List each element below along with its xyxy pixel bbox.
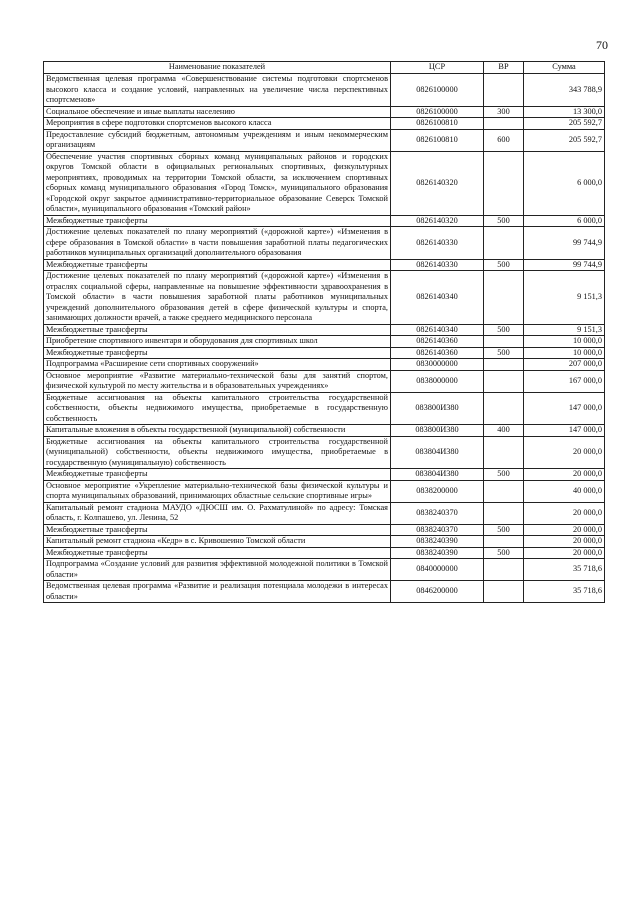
cell-csr: 083804И380 [391, 436, 484, 469]
cell-csr: 0826140360 [391, 347, 484, 359]
cell-csr: 0826140320 [391, 215, 484, 227]
cell-csr: 0826140360 [391, 336, 484, 348]
cell-sum: 167 000,0 [524, 370, 605, 392]
cell-name: Капитальные вложения в объекты государственной (муниципальной) собственности [44, 425, 391, 437]
cell-name: Мероприятия в сфере подготовки спортсменов высокого класса [44, 118, 391, 130]
page-number: 70 [596, 38, 608, 52]
table-row [44, 151, 605, 215]
cell-vr [484, 370, 524, 392]
table-row [44, 536, 605, 548]
table-row [44, 436, 605, 469]
budget-table [43, 61, 605, 603]
table-row [44, 502, 605, 524]
table-row [44, 271, 605, 325]
cell-csr: 0838240390 [391, 547, 484, 559]
cell-sum: 10 000,0 [524, 347, 605, 359]
table-row [44, 347, 605, 359]
table-row [44, 359, 605, 371]
table-row [44, 547, 605, 559]
cell-name: Подпрограмма «Создание условий для развития эффективной молодежной политики в Томской области» [44, 559, 391, 581]
cell-csr: 083800И380 [391, 392, 484, 425]
cell-sum: 9 151,3 [524, 271, 605, 325]
cell-vr: 500 [484, 324, 524, 336]
cell-sum: 13 300,0 [524, 106, 605, 118]
table-row [44, 559, 605, 581]
cell-sum: 99 744,9 [524, 227, 605, 260]
cell-name: Межбюджетные трансферты [44, 259, 391, 271]
table-row [44, 370, 605, 392]
cell-sum: 20 000,0 [524, 536, 605, 548]
cell-vr [484, 118, 524, 130]
cell-vr: 400 [484, 425, 524, 437]
cell-name: Основное мероприятие «Развитие материально-технической базы для занятий спортом, физической культурой по месту жительства и в образовательных учреждениях» [44, 370, 391, 392]
cell-sum: 147 000,0 [524, 425, 605, 437]
cell-csr: 0838240370 [391, 524, 484, 536]
cell-sum: 20 000,0 [524, 524, 605, 536]
table-row [44, 392, 605, 425]
cell-csr: 0826140340 [391, 324, 484, 336]
cell-vr: 500 [484, 259, 524, 271]
cell-name: Межбюджетные трансферты [44, 547, 391, 559]
cell-name: Приобретение спортивного инвентаря и оборудования для спортивных школ [44, 336, 391, 348]
cell-name: Капитальный ремонт стадиона МАУДО «ДЮСШ им. О. Рахматулиной» по адресу: Томская область, г. Колпашево, ул. Ленина, 52 [44, 502, 391, 524]
cell-vr: 500 [484, 215, 524, 227]
cell-sum: 10 000,0 [524, 336, 605, 348]
cell-csr: 0826140330 [391, 227, 484, 260]
header-csr: ЦСР [391, 62, 484, 74]
cell-name: Межбюджетные трансферты [44, 324, 391, 336]
table-row [44, 106, 605, 118]
table-row [44, 336, 605, 348]
cell-sum: 205 592,7 [524, 118, 605, 130]
cell-sum: 35 718,6 [524, 559, 605, 581]
table-row [44, 524, 605, 536]
cell-sum: 20 000,0 [524, 469, 605, 481]
table-row [44, 74, 605, 107]
cell-name: Ведомственная целевая программа «Развитие и реализация потенциала молодежи в интересах области» [44, 581, 391, 603]
cell-csr: 0838200000 [391, 480, 484, 502]
cell-name: Достижение целевых показателей по плану мероприятий («дорожной карте») «Изменения в отраслях социальной сферы, направленные на повышение эффективности здравоохранения в Томской области» в части повышения заработной платы работников муниципальных учреждений дополнительного образования детей в сфере физической культуры и спорта, занимающих должности врачей, а также среднего медицинского персонала [44, 271, 391, 325]
cell-csr: 0838240390 [391, 536, 484, 548]
cell-vr [484, 502, 524, 524]
cell-name: Достижение целевых показателей по плану мероприятий («дорожной карте») «Изменения в сфере образования в Томской области» в части повышения заработной платы педагогических работников муниципальных организаций дополнительного образования [44, 227, 391, 260]
cell-csr: 0840000000 [391, 559, 484, 581]
cell-name: Бюджетные ассигнования на объекты капитального строительства государственной собственности, объекты недвижимого имущества, приобретаемые в государственную собственность [44, 392, 391, 425]
cell-name: Межбюджетные трансферты [44, 469, 391, 481]
cell-csr: 0838000000 [391, 370, 484, 392]
cell-sum: 205 592,7 [524, 129, 605, 151]
cell-sum: 343 788,9 [524, 74, 605, 107]
table-row [44, 581, 605, 603]
cell-vr [484, 74, 524, 107]
table-row [44, 480, 605, 502]
cell-vr [484, 536, 524, 548]
cell-name: Обеспечение участия спортивных сборных команд муниципальных районов и городских округов Томской области в официальных региональных спортивных, физкультурных мероприятиях, проводимых на территории Томской области, за исключением спортивных сборных команд муниципального образования «Город Томск», муниципального образования «Городской округ закрытое административно-территориальное образование Северск Томской области», муниципального образования «Томский район» [44, 151, 391, 215]
cell-csr: 0826100000 [391, 106, 484, 118]
table-row [44, 324, 605, 336]
table-row [44, 469, 605, 481]
table-header-row [44, 62, 605, 74]
cell-sum: 20 000,0 [524, 436, 605, 469]
cell-name: Межбюджетные трансферты [44, 524, 391, 536]
table-row [44, 129, 605, 151]
header-sum: Сумма [524, 62, 605, 74]
cell-name: Предоставление субсидий бюджетным, автономным учреждениям и иным некоммерческим организациям [44, 129, 391, 151]
cell-csr: 0826140320 [391, 151, 484, 215]
cell-vr [484, 392, 524, 425]
cell-name: Основное мероприятие «Укрепление материально-технической базы физической культуры и спорта муниципальных образований, принимающих областные сельские спортивные игры» [44, 480, 391, 502]
cell-vr: 300 [484, 106, 524, 118]
cell-sum: 35 718,6 [524, 581, 605, 603]
cell-vr: 500 [484, 547, 524, 559]
cell-vr [484, 559, 524, 581]
cell-vr [484, 581, 524, 603]
table-row [44, 215, 605, 227]
cell-csr: 0838240370 [391, 502, 484, 524]
cell-sum: 147 000,0 [524, 392, 605, 425]
cell-sum: 40 000,0 [524, 480, 605, 502]
cell-csr: 0846200000 [391, 581, 484, 603]
cell-vr [484, 480, 524, 502]
cell-name: Капитальный ремонт стадиона «Кедр» в с. Кривошеино Томской области [44, 536, 391, 548]
header-vr: ВР [484, 62, 524, 74]
cell-vr: 500 [484, 524, 524, 536]
cell-sum: 6 000,0 [524, 215, 605, 227]
cell-csr: 0826100810 [391, 118, 484, 130]
cell-vr: 500 [484, 347, 524, 359]
cell-sum: 6 000,0 [524, 151, 605, 215]
cell-sum: 207 000,0 [524, 359, 605, 371]
table-body [44, 74, 605, 603]
cell-name: Межбюджетные трансферты [44, 347, 391, 359]
cell-name: Бюджетные ассигнования на объекты капитального строительства государственной (муниципальной) собственности, объекты недвижимого имущества, приобретаемые в государственную (муниципальную) собственность [44, 436, 391, 469]
cell-csr: 0826140330 [391, 259, 484, 271]
header-name: Наименование показателей [44, 62, 391, 74]
cell-sum: 9 151,3 [524, 324, 605, 336]
cell-sum: 99 744,9 [524, 259, 605, 271]
cell-csr: 0826140340 [391, 271, 484, 325]
cell-name: Подпрограмма «Расширение сети спортивных сооружений» [44, 359, 391, 371]
cell-sum: 20 000,0 [524, 547, 605, 559]
cell-csr: 0826100000 [391, 74, 484, 107]
table-row [44, 425, 605, 437]
cell-csr: 0826100810 [391, 129, 484, 151]
cell-vr [484, 151, 524, 215]
table-row [44, 259, 605, 271]
cell-csr: 0830000000 [391, 359, 484, 371]
cell-vr [484, 436, 524, 469]
cell-name: Ведомственная целевая программа «Совершенствование системы подготовки спортсменов высокого класса и создание условий, направленных на увеличение числа перспективных спортсменов» [44, 74, 391, 107]
cell-vr [484, 359, 524, 371]
cell-sum: 20 000,0 [524, 502, 605, 524]
cell-csr: 083800И380 [391, 425, 484, 437]
cell-vr: 500 [484, 469, 524, 481]
table-row [44, 227, 605, 260]
cell-name: Социальное обеспечение и иные выплаты населению [44, 106, 391, 118]
table-row [44, 118, 605, 130]
cell-vr: 600 [484, 129, 524, 151]
cell-vr [484, 271, 524, 325]
cell-csr: 083804И380 [391, 469, 484, 481]
cell-vr [484, 227, 524, 260]
cell-vr [484, 336, 524, 348]
cell-name: Межбюджетные трансферты [44, 215, 391, 227]
